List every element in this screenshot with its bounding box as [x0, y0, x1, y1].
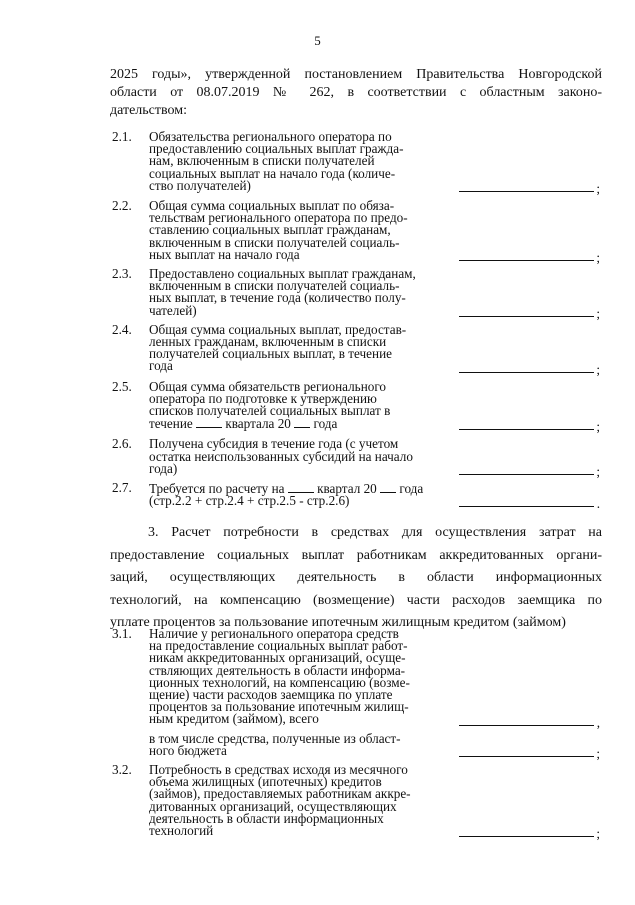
blank-field[interactable] — [288, 482, 314, 493]
list-item — [112, 321, 606, 377]
item-line: процентов за пользование ипотечным жилищ- — [149, 699, 409, 715]
item-number: 3.2. — [112, 762, 132, 778]
item-line: ных выплат, в течение года (количество полу- — [149, 290, 406, 306]
list-item — [112, 480, 606, 512]
list-item — [112, 626, 606, 730]
item-line: Наличие у регионального оператора средств — [149, 626, 399, 641]
line-text: года — [396, 481, 424, 497]
item-line: включенным в списки получателей социаль- — [149, 234, 400, 250]
line-punctuation: ; — [596, 361, 600, 377]
item-line: (стр.2.2 + стр.2.4 + стр.2.5 - стр.2.6) — [149, 493, 350, 509]
intro-line: 2025 годы», утвержденной постановлением Правительства Новгородской — [110, 67, 602, 82]
list-item — [112, 436, 606, 480]
item-line: Общая сумма социальных выплат по обяза- — [149, 198, 395, 214]
answer-field[interactable] — [459, 473, 594, 475]
item-line: социальных выплат на начало года (количе- — [149, 165, 396, 181]
intro-line: дательством: — [110, 103, 188, 118]
item-line: на предоставление социальных выплат работ- — [149, 638, 408, 654]
line-text: квартала 20 — [222, 416, 295, 432]
paragraph-line: 3. Расчет потребности в средствах для осуществления затрат на — [148, 525, 602, 540]
item-line — [149, 417, 441, 430]
line-text: течение — [149, 416, 197, 432]
line-punctuation: , — [596, 714, 600, 730]
item-line: ным кредитом (займом), всего — [149, 711, 319, 727]
item-number: 3.1. — [112, 626, 132, 641]
item-line: тельствам регионального оператора по предо- — [149, 210, 408, 226]
item-line: нам, включенным в списки получателей — [149, 153, 375, 169]
item-line: в том числе средства, полученные из област- — [149, 730, 401, 746]
list-item — [112, 378, 606, 435]
item-text — [149, 482, 441, 507]
item-line: Общая сумма обязательств регионального — [149, 378, 387, 394]
item-line: ных выплат на начало года — [149, 246, 300, 262]
item-text — [149, 764, 441, 837]
item-line: Предоставлено социальных выплат гражданам, — [149, 266, 416, 282]
item-line: технологий — [149, 823, 214, 839]
answer-field[interactable] — [459, 315, 594, 317]
item-text — [149, 730, 441, 758]
section-2-list — [112, 131, 606, 513]
item-line: ционных технологий, на компенсацию (возме- — [149, 674, 410, 690]
item-line: ставлению социальных выплат гражданам, — [149, 222, 391, 238]
item-line: дитованных организаций, осуществляющих — [149, 798, 397, 814]
item-number: 2.5. — [112, 378, 132, 394]
item-line: никам аккредитованных организаций, осуще- — [149, 650, 406, 666]
line-text: Требуется по расчету на — [149, 481, 288, 497]
answer-field[interactable] — [459, 505, 594, 507]
answer-field[interactable] — [459, 724, 594, 726]
answer-field[interactable] — [459, 755, 594, 757]
item-line: щение) части расходов заемщика по уплате — [149, 687, 393, 703]
item-number: 2.2. — [112, 198, 132, 214]
item-line: Потребность в средствах исходя из месячного — [149, 762, 408, 778]
line-punctuation: ; — [596, 746, 600, 762]
line-punctuation: ; — [596, 181, 600, 197]
item-line: списков получателей социальных выплат в — [149, 403, 391, 419]
answer-field[interactable] — [459, 428, 594, 430]
item-line: года) — [149, 460, 178, 476]
blank-field[interactable] — [196, 417, 222, 428]
list-item — [112, 730, 606, 762]
paragraph-line: заций, осуществляющих деятельность в области информационных — [110, 570, 602, 585]
item-line: объема жилищных (ипотечных) кредитов — [149, 774, 382, 790]
item-text — [149, 200, 441, 261]
list-item — [112, 762, 606, 842]
line-text: квартал 20 — [313, 481, 381, 497]
answer-field[interactable] — [459, 835, 594, 837]
item-line: (займов), предоставляемых работникам аккре- — [149, 786, 411, 802]
item-line: деятельность в области информационных — [149, 810, 384, 826]
item-number: 2.4. — [112, 321, 132, 337]
item-line: остатка неиспользованных субсидий на начало — [149, 448, 413, 464]
blank-field[interactable] — [294, 417, 310, 428]
line-punctuation: . — [596, 496, 600, 512]
answer-field[interactable] — [459, 190, 594, 192]
intro-line: области от 08.07.2019 № 262, в соответствии с областным законо- — [110, 85, 602, 100]
item-text — [149, 628, 441, 726]
list-item — [112, 266, 606, 321]
line-punctuation: ; — [596, 419, 600, 435]
item-text — [149, 438, 441, 475]
answer-field[interactable] — [459, 259, 594, 261]
line-punctuation: ; — [596, 464, 600, 480]
item-number: 2.3. — [112, 266, 132, 282]
item-line: ленных гражданам, включенным в списки — [149, 334, 387, 350]
section-3-list — [112, 628, 606, 843]
item-number: 2.7. — [112, 480, 132, 496]
item-line: года — [149, 358, 173, 374]
item-line: Обязательства регионального оператора по — [149, 129, 392, 144]
line-text: года — [310, 416, 338, 432]
paragraph-line: технологий, на компенсацию (возмещение) части расходов заемщика по — [110, 592, 602, 608]
paragraph-line: предоставление социальных выплат работникам аккредитованных органи- — [110, 547, 602, 563]
item-line: чателей) — [149, 302, 197, 318]
line-punctuation: ; — [596, 250, 600, 266]
item-number: 2.1. — [112, 129, 132, 144]
item-line: оператора по подготовке к утверждению — [149, 390, 377, 406]
item-line: Общая сумма социальных выплат, предостав- — [149, 321, 407, 337]
intro-paragraph — [110, 66, 602, 120]
item-line: ствляющих деятельность в области информа- — [149, 662, 406, 678]
list-item — [112, 198, 606, 266]
item-line: получателей социальных выплат, в течение — [149, 346, 393, 362]
list-item — [112, 129, 606, 197]
line-punctuation: ; — [596, 826, 600, 842]
item-line: ство получателей) — [149, 177, 251, 193]
page-number: 5 — [314, 33, 321, 48]
item-text — [149, 321, 441, 374]
item-line: включенным в списки получателей социаль- — [149, 278, 400, 294]
item-text — [149, 268, 441, 317]
blank-field[interactable] — [380, 482, 396, 493]
item-number: 2.6. — [112, 436, 132, 452]
answer-field[interactable] — [459, 371, 594, 373]
item-line: предоставлению социальных выплат граждa- — [149, 141, 404, 157]
item-text — [149, 131, 441, 192]
item-text — [149, 378, 441, 432]
paragraph-line: уплате процентов за пользование ипотечным жилищным кредитом (займом) — [110, 615, 566, 630]
line-punctuation: ; — [596, 305, 600, 321]
item-line: ного бюджета — [149, 742, 227, 758]
section-3-heading-paragraph — [110, 522, 602, 635]
item-line: Получена субсидия в течение года (с учетом — [149, 436, 399, 452]
